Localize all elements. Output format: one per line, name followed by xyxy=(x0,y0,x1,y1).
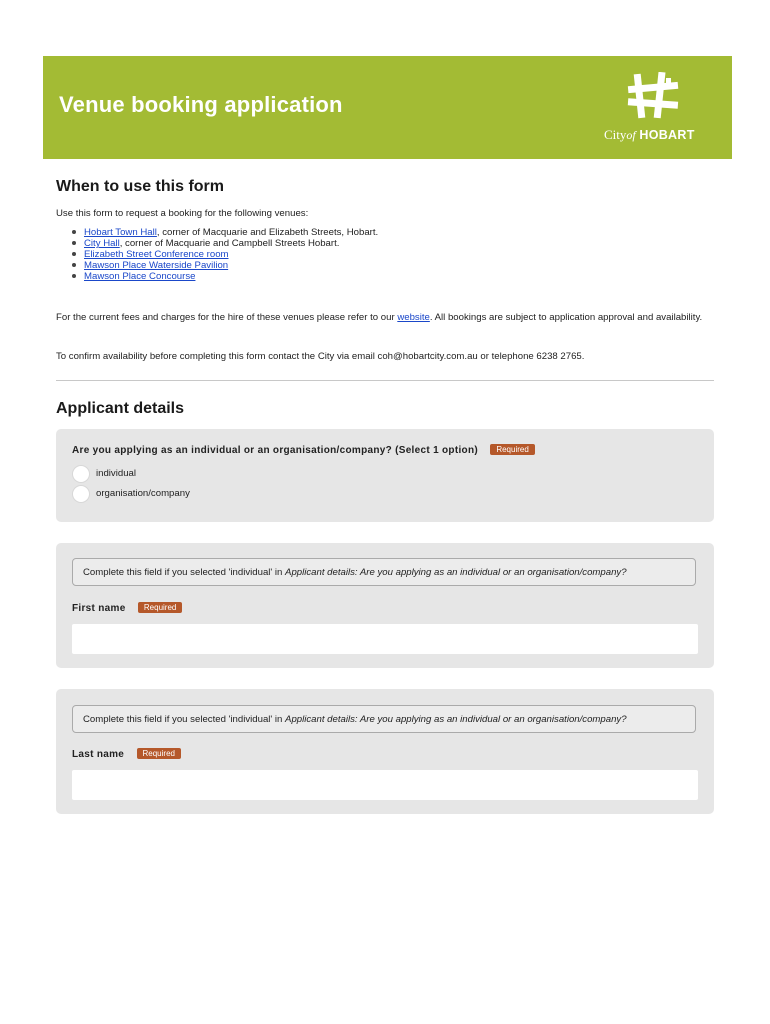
required-badge: Required xyxy=(490,444,534,455)
radio-button[interactable] xyxy=(72,465,90,483)
logo-wordmark xyxy=(604,127,714,143)
fees-text-end: . All bookings are subject to application approval and availability. xyxy=(429,312,703,323)
list-item xyxy=(72,271,378,282)
radio-label: organisation/company xyxy=(96,488,190,499)
applicant-type-panel xyxy=(56,429,714,522)
note-reference: Applicant details: Are you applying as an individual or an organisation/company? xyxy=(285,567,627,578)
section-divider xyxy=(56,380,714,381)
note-prefix: Complete this field if you selected 'individual' in xyxy=(83,714,286,725)
venue-link-city-hall[interactable]: City Hall xyxy=(84,238,120,249)
venue-link-town-hall[interactable]: Hobart Town Hall xyxy=(84,227,157,238)
venue-description: , corner of Macquarie and Elizabeth Streets, Hobart. xyxy=(156,227,379,238)
when-to-use-heading: When to use this form xyxy=(56,178,224,195)
question-label: Are you applying as an individual or an organisation/company? (Select 1 option) xyxy=(72,445,478,457)
radio-button[interactable] xyxy=(72,485,90,503)
confirm-text: To confirm availability before completing this form contact the City via email coh@hobartcity.com.au or telephone 6238 2765. xyxy=(56,351,585,362)
note-prefix: Complete this field if you selected 'individual' in xyxy=(83,567,286,578)
list-item xyxy=(72,238,378,249)
conditional-note xyxy=(72,705,696,733)
conditional-note-text xyxy=(83,567,627,578)
first-name-label xyxy=(72,603,182,614)
first-name-label-text: First name xyxy=(72,603,126,615)
page-title: Venue booking application xyxy=(59,92,343,117)
last-name-label-text: Last name xyxy=(72,749,125,761)
venue-description: , corner of Macquarie and Campbell Streets Hobart. xyxy=(119,238,340,249)
hobart-emblem-icon xyxy=(626,72,680,122)
first-name-panel xyxy=(56,543,714,668)
venue-link-elizabeth-street[interactable]: Elizabeth Street Conference room xyxy=(84,249,229,260)
conditional-note-text xyxy=(83,714,627,725)
radio-label: individual xyxy=(96,468,137,479)
last-name-label xyxy=(72,749,181,760)
list-item xyxy=(72,227,378,238)
venue-link-concourse[interactable]: Mawson Place Concourse xyxy=(84,271,196,282)
logo-hobart-text: HOBART xyxy=(639,128,695,142)
applicant-details-heading: Applicant details xyxy=(56,400,185,417)
intro-text: Use this form to request a booking for the following venues: xyxy=(56,208,309,219)
list-item xyxy=(72,260,378,271)
conditional-note xyxy=(72,558,696,586)
logo-city-text: City xyxy=(604,127,627,142)
note-reference: Applicant details: Are you applying as an individual or an organisation/company? xyxy=(285,714,627,725)
fees-text xyxy=(56,312,702,323)
required-badge: Required xyxy=(138,602,182,613)
first-name-field[interactable] xyxy=(72,624,698,654)
required-badge: Required xyxy=(137,748,181,759)
city-of-hobart-logo xyxy=(604,72,708,144)
last-name-panel xyxy=(56,689,714,814)
venue-link-waterside-pavilion[interactable]: Mawson Place Waterside Pavilion xyxy=(84,260,229,271)
website-link[interactable]: website xyxy=(397,312,430,323)
logo-of-text: of xyxy=(626,128,636,142)
venue-list xyxy=(72,227,378,282)
applicant-type-question xyxy=(72,445,535,456)
fees-text-start: For the current fees and charges for the hire of these venues please refer to our xyxy=(56,312,398,323)
last-name-field[interactable] xyxy=(72,770,698,800)
header-banner xyxy=(43,56,732,159)
list-item xyxy=(72,249,378,260)
